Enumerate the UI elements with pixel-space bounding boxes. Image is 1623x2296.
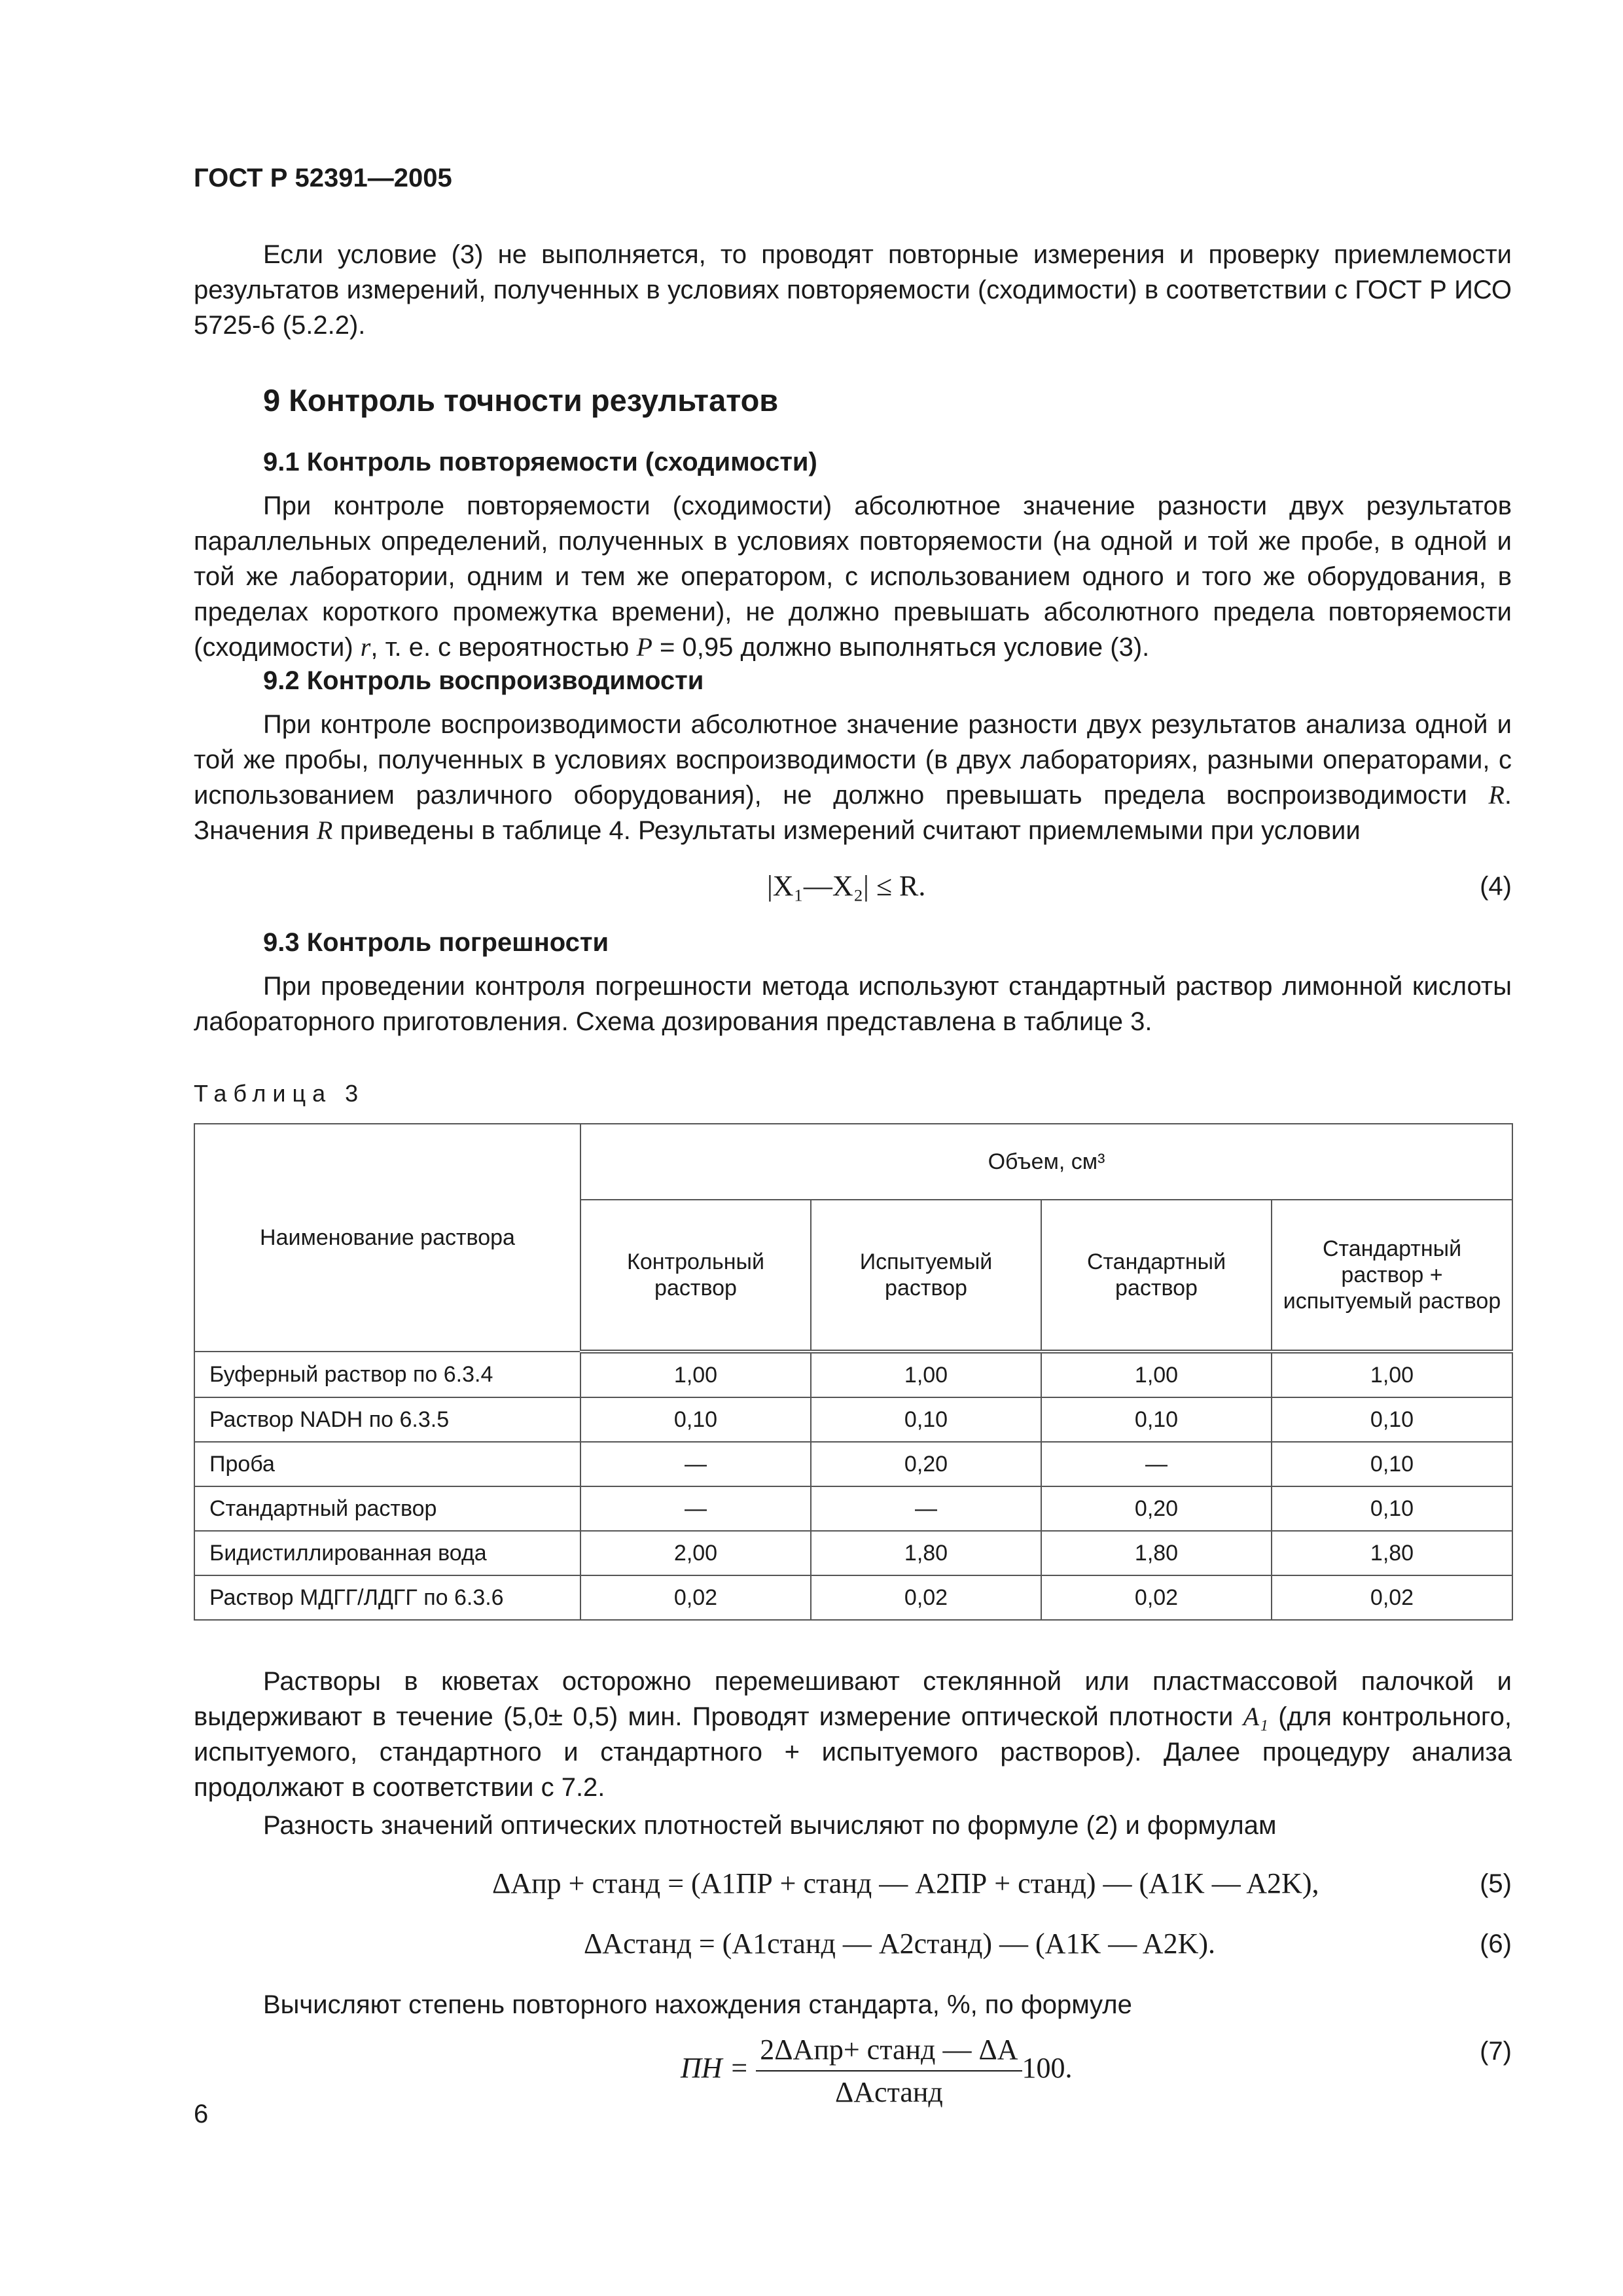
formula-7-number: (7) [1480,2037,1512,2066]
table-header-volume: Объем, см³ [580,1124,1512,1200]
table-cell: 2,00 [580,1531,811,1575]
section-9-2-title: 9.2 Контроль воспроизводимости [263,666,704,695]
table-cell: 0,10 [811,1397,1041,1442]
table-header-name: Наименование раствора [194,1124,580,1352]
table-row [194,1575,1512,1620]
formula-5: ΔAпр + станд = (A1ПР + станд — A2ПР + станд) — (A1K — A2K), [492,1867,1319,1899]
table-cell: — [580,1486,811,1531]
table-cell: Проба [194,1442,580,1486]
formula-7: ПН = $\frac{\text{2ΔAпр+ станд — ΔA}}{\text{ΔAстанд}}$ 100. [681,2034,1073,2108]
table-cell: 0,10 [1272,1442,1512,1486]
table-cell: Бидистиллированная вода [194,1531,580,1575]
table-cell: Раствор МДГГ/ЛДГГ по 6.3.6 [194,1575,580,1620]
section-9-2-text: При контроле воспроизводимости абсолютное значение разности двух результатов анализа одной и той же пробы, полученных в условиях воспроизводимости (в двух лабораториях, разными операторами, с использованием различного оборудования), не должно превышать предела воспроизводимости R. Значения R приведены в таблице 4. Результаты измерений считают приемлемыми при условии [194,710,1512,845]
table-cell: 0,10 [580,1397,811,1442]
section-9-1-title: 9.1 Контроль повторяемости (сходимости) [263,448,817,476]
table-cell: 1,00 [1272,1352,1512,1397]
recovery-paragraph: Вычисляют степень повторного нахождения стандарта, %, по формуле [263,1990,1132,2019]
table-cell: 0,10 [1272,1486,1512,1531]
table-cell: 0,10 [1272,1397,1512,1442]
section-9-1-text: При контроле повторяемости (сходимости) абсолютное значение разности двух результатов параллельных определений, полученных в условиях повторяемости (на одной и той же пробе, в одной и той же лаборатории, одним и тем же оператором, с использованием одного и того же оборудования, в пределах короткого промежутка времени), не должно превышать абсолютного предела повторяемости (сходимости) r, т. е. с вероятностью P = 0,95 должно выполняться условие (3). [194,492,1512,662]
table-cell: 0,20 [1041,1486,1272,1531]
table-cell: 1,00 [580,1352,811,1397]
table-cell: 0,02 [580,1575,811,1620]
table-cell: 1,00 [1041,1352,1272,1397]
formula-7-numerator: 2ΔAпр+ станд — ΔA [756,2033,1022,2072]
table-cell: 1,80 [1041,1531,1272,1575]
mixing-paragraph: Растворы в кюветах осторожно перемешивают стеклянной или пластмассовой палочкой и выдерживают в течение (5,0± 0,5) мин. Проводят измерение оптической плотности A₁ (для контрольного, испытуемого, стандартного и стандартного + испытуемого растворов). Далее процедуру анализа продолжают в соответствии с 7.2. [194,1667,1512,1802]
table-cell: — [580,1442,811,1486]
table-cell: 0,10 [1041,1397,1272,1442]
section-9-title: 9 Контроль точности результатов [263,383,779,418]
formula-6: ΔAстанд = (A1станд — A2станд) — (A1K — A2K). [584,1928,1215,1960]
table-cell: Стандартный раствор [194,1486,580,1531]
table-row [194,1442,1512,1486]
formula-4: |X₁—X₂| ≤ R. [767,870,926,902]
table-cell: — [811,1486,1041,1531]
section-9-3-title: 9.3 Контроль погрешности [263,928,609,957]
table-cell: 0,02 [811,1575,1041,1620]
table-cell: Раствор NADH по 6.3.5 [194,1397,580,1442]
table-row [194,1352,1512,1397]
table-header-col: Контрольный раствор [580,1200,811,1352]
formula-5-number: (5) [1480,1869,1512,1898]
difference-paragraph: Разность значений оптических плотностей вычисляют по формуле (2) и формулам [263,1811,1277,1840]
page-number: 6 [194,2100,209,2128]
table-cell: 1,80 [811,1531,1041,1575]
table-cell: Буферный раствор по 6.3.4 [194,1352,580,1397]
intro-paragraph: Если условие (3) не выполняется, то проводят повторные измерения и проверку приемлемости результатов измерений, полученных в условиях повторяемости (сходимости) в соответствии с ГОСТ Р ИСО 5725-6 (5.2.2). [194,240,1512,340]
formula-4-number: (4) [1480,872,1512,901]
table-header-col: Стандартный раствор [1041,1200,1272,1352]
table-cell: 0,02 [1041,1575,1272,1620]
table-row [194,1397,1512,1442]
table-cell: 0,20 [811,1442,1041,1486]
table-header-col: Испытуемый раствор [811,1200,1041,1352]
formula-7-denominator: ΔAстанд [834,2076,943,2108]
table-row [194,1531,1512,1575]
formula-6-number: (6) [1480,1929,1512,1958]
section-9-3-text: При проведении контроля погрешности метода используют стандартный раствор лимонной кислоты лабораторного приготовления. Схема дозирования представлена в таблице 3. [194,972,1512,1036]
table-header-col: Стандартный раствор + испытуемый раствор [1272,1200,1512,1352]
table-cell: 0,02 [1272,1575,1512,1620]
table-cell: 1,80 [1272,1531,1512,1575]
table-row [194,1486,1512,1531]
table-3-caption: Таблица 3 [194,1080,365,1107]
table-cell: — [1041,1442,1272,1486]
standard-header: ГОСТ Р 52391—2005 [194,164,452,192]
table-cell: 1,00 [811,1352,1041,1397]
table-3 [194,1123,1513,1621]
